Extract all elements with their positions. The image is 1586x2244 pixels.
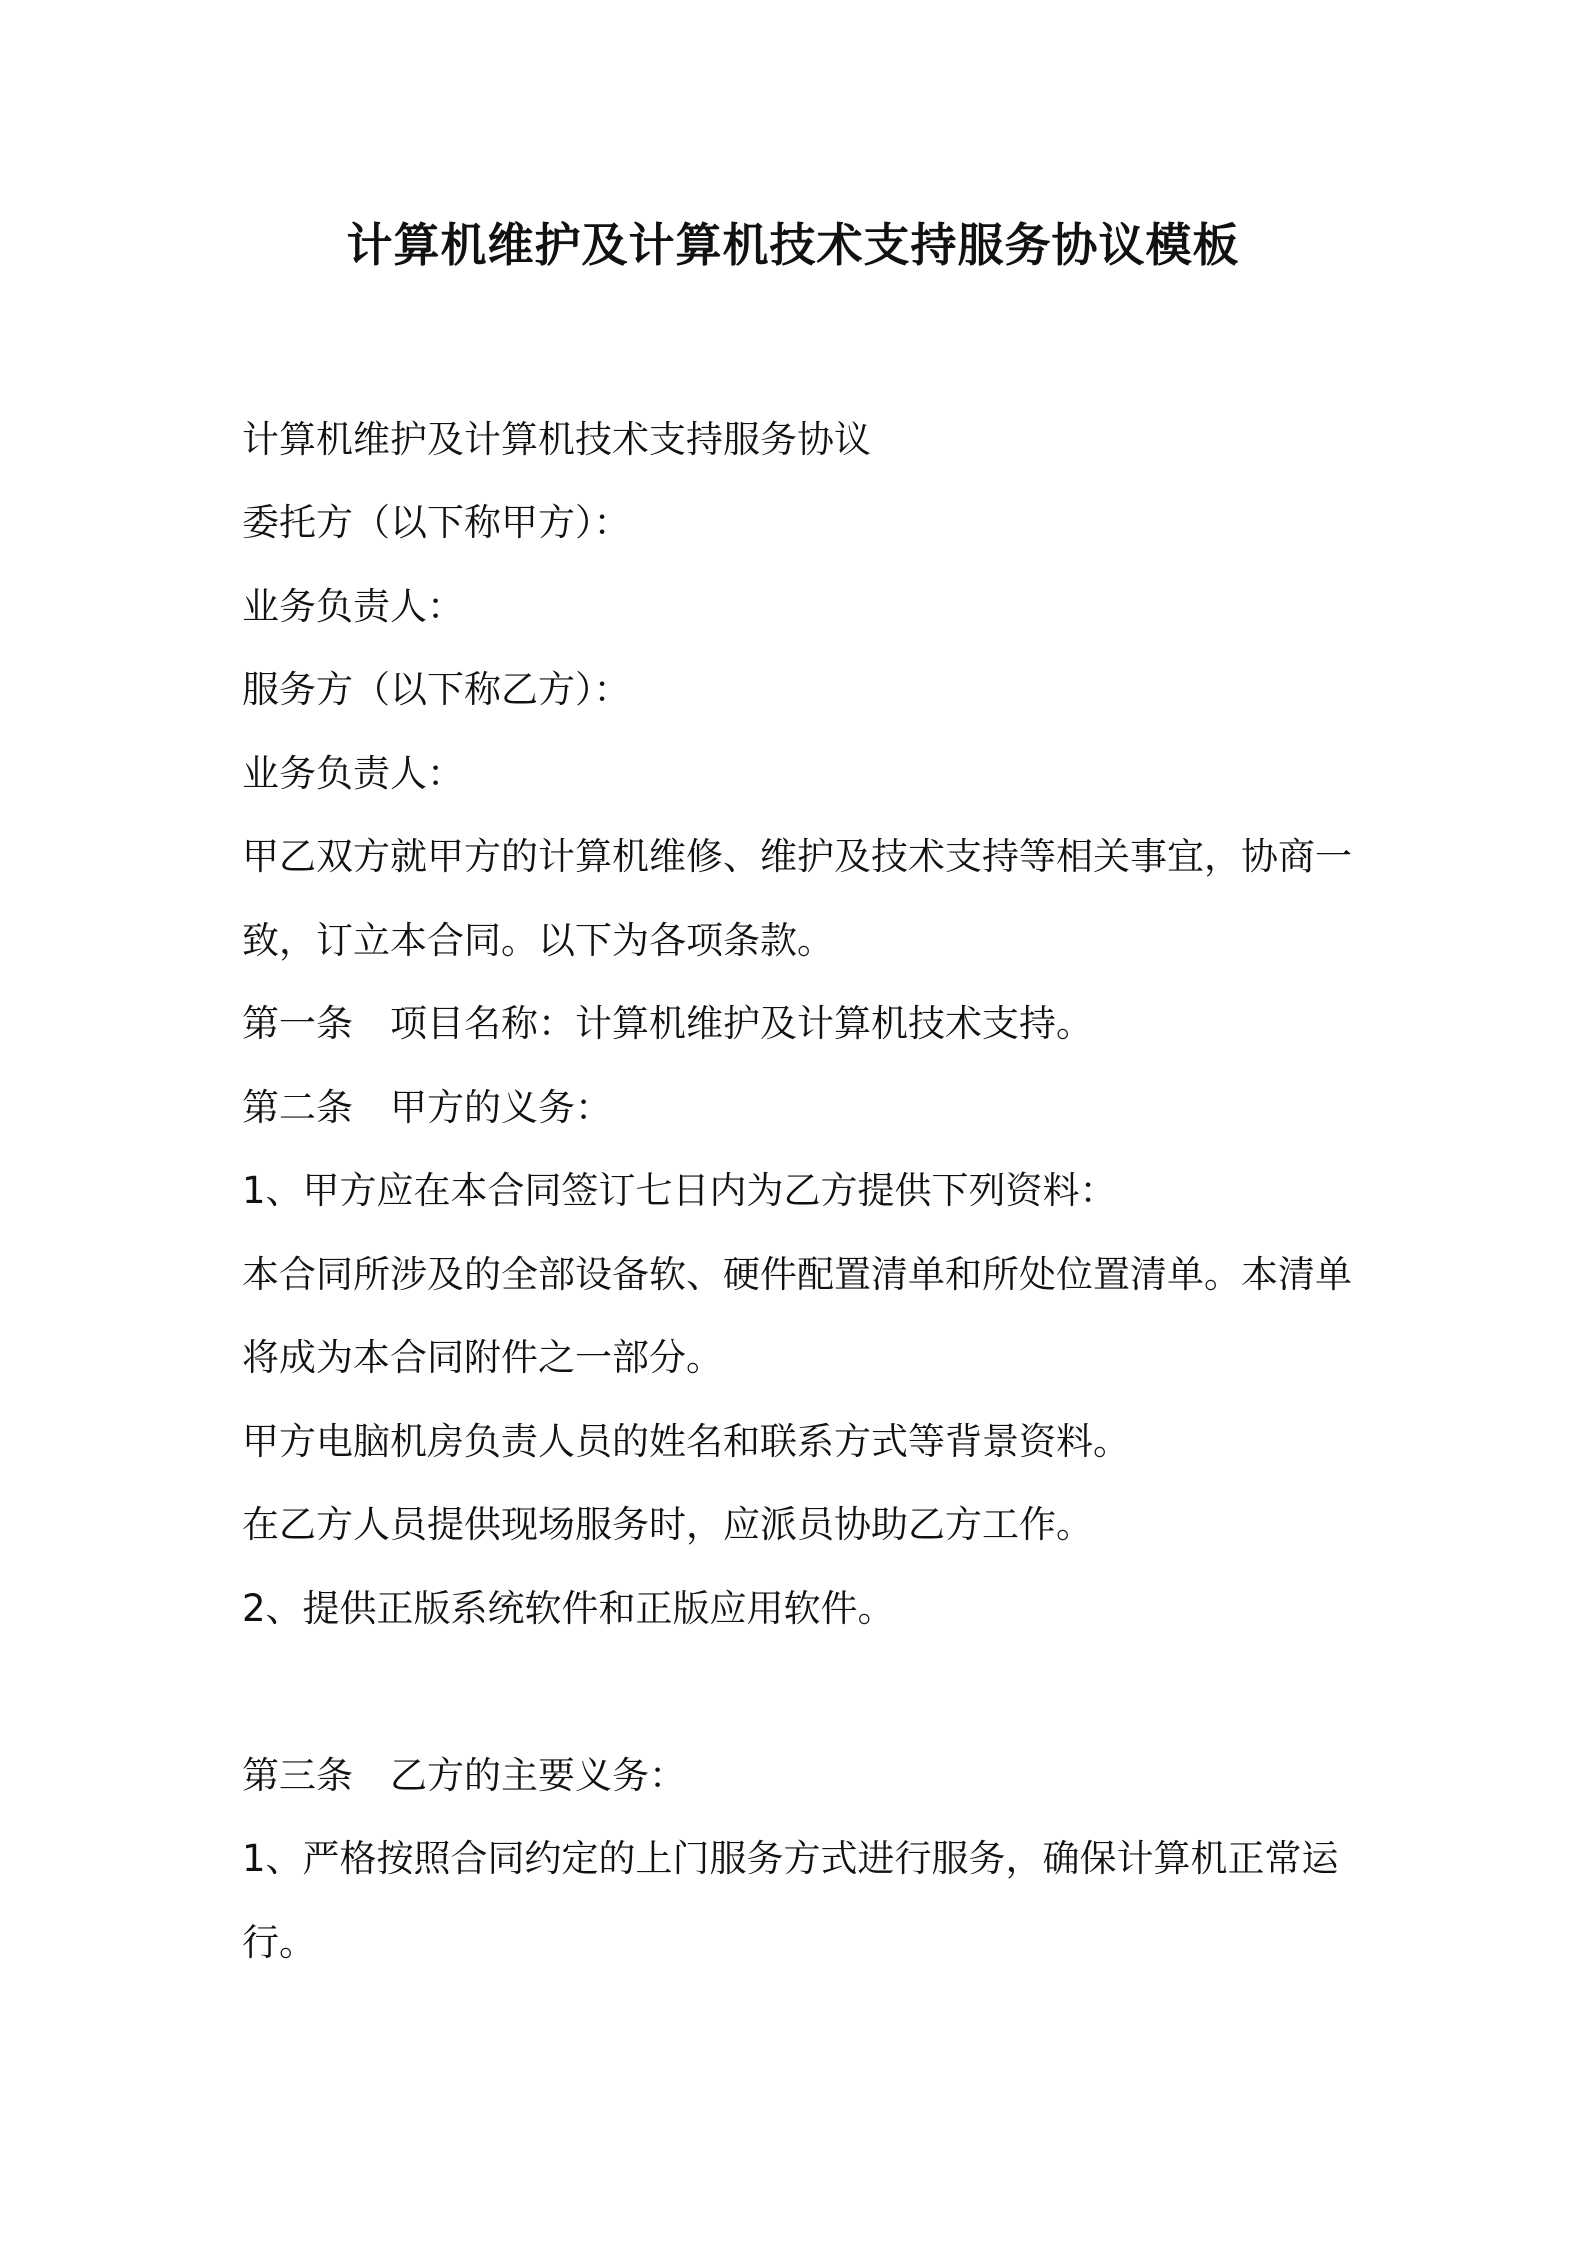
article-2-item-2: 2、提供正版系统软件和正版应用软件。 <box>242 1587 895 1630</box>
article-2-item-1-line-d: 在乙方人员提供现场服务时，应派员协助乙方工作。 <box>242 1503 1093 1546</box>
document-title: 计算机维护及计算机技术支持服务协议模板 <box>346 218 1240 272</box>
article-2-item-1-line-c: 甲方电脑机房负责人员的姓名和联系方式等背景资料。 <box>242 1420 1130 1463</box>
article-1: 第一条 项目名称：计算机维护及计算机技术支持。 <box>242 1002 1093 1045</box>
party-a-label: 委托方（以下称甲方）： <box>242 501 631 544</box>
article-2-item-1: 1、甲方应在本合同签订七日内为乙方提供下列资料： <box>242 1169 1117 1212</box>
article-2-item-1-line-a: 本合同所涉及的全部设备软、硬件配置清单和所处位置清单。本清单 <box>242 1253 1352 1296</box>
party-b-contact-label: 业务负责人： <box>242 752 464 795</box>
party-a-contact-label: 业务负责人： <box>242 585 464 628</box>
article-2-item-1-line-b: 将成为本合同附件之一部分。 <box>242 1336 723 1379</box>
article-2-heading: 第二条 甲方的义务： <box>242 1086 612 1129</box>
article-3-item-1-line-a: 1、严格按照合同约定的上门服务方式进行服务，确保计算机正常运 <box>242 1837 1339 1880</box>
article-3-heading: 第三条 乙方的主要义务： <box>242 1754 686 1797</box>
preamble-line-2: 致，订立本合同。以下为各项条款。 <box>242 919 834 962</box>
agreement-name: 计算机维护及计算机技术支持服务协议 <box>242 418 871 461</box>
article-3-item-1-line-b: 行。 <box>242 1921 316 1964</box>
preamble-line-1: 甲乙双方就甲方的计算机维修、维护及技术支持等相关事宜，协商一 <box>242 835 1352 878</box>
party-b-label: 服务方（以下称乙方）： <box>242 668 631 711</box>
